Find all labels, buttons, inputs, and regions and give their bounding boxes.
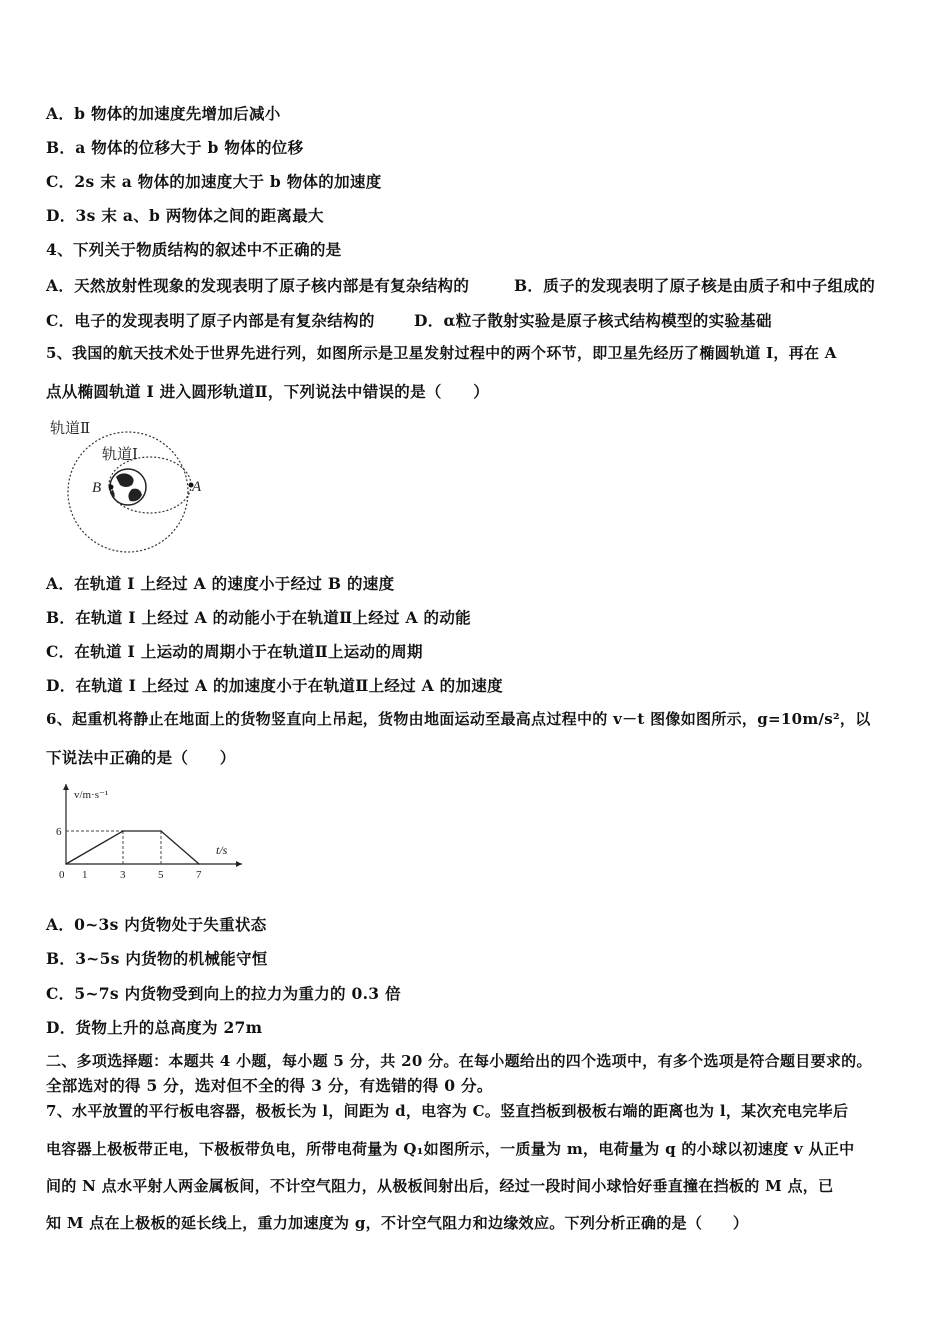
earth-icon [110,469,146,505]
q4-option-d: D．α粒子散射实验是原子核式结构模型的实验基础 [414,311,772,330]
x-tick-label: 3 [120,869,126,880]
section-2-heading: 二、多项选择题：本题共 4 小题，每小题 5 分，共 20 分。在每小题给出的四个选项中，有多个选项是符合题目要求的。 [46,1052,872,1070]
point-b-dot [109,485,114,490]
q6-option-c: C．5~7s 内货物受到向上的拉力为重力的 0.3 倍 [46,984,401,1003]
x-axis-arrow-icon [236,861,242,867]
q3-option-d: D．3s 末 a、b 两物体之间的距离最大 [46,206,324,225]
vt-chart [46,780,246,880]
q5-option-a: A．在轨道 I 上经过 A 的速度小于经过 B 的速度 [46,574,395,593]
q6-option-d: D．货物上升的总高度为 27m [46,1018,263,1037]
q5-stem-line-1: 5、我国的航天技术处于世界先进行列，如图所示是卫星发射过程中的两个环节，即卫星先经历了椭圆轨道 I，再在 A [46,344,837,362]
point-b-label: B [92,480,102,496]
q4-stem: 4、下列关于物质结构的叙述中不正确的是 [46,240,342,259]
q5-option-b: B．在轨道 I 上经过 A 的动能小于在轨道Ⅱ上经过 A 的动能 [46,608,471,627]
y-tick-label: 6 [56,826,62,838]
q5-option-d: D．在轨道 I 上经过 A 的加速度小于在轨道Ⅱ上经过 A 的加速度 [46,676,503,695]
q4-option-a: A．天然放射性现象的发现表明了原子核内部是有复杂结构的 [46,276,470,295]
q7-line-3: 间的 N 点水平射人两金属板间，不计空气阻力，从极板间射出后，经过一段时间小球恰好垂直撞在挡板的 M 点，已 [46,1177,834,1195]
point-a-label: A [192,479,202,495]
orbit-figure [46,415,206,555]
y-axis-arrow-icon [63,784,69,790]
vt-point [122,830,124,832]
q7-line-2: 电容器上极板带正电，下极板带负电，所带电荷量为 Q₁如图所示，一质量为 m，电荷量为 q 的小球以初速度 v 从正中 [46,1140,855,1158]
y-axis-label: v/m·s⁻¹ [74,789,109,801]
x-tick-label: 1 [82,869,88,880]
orbit-1-label: 轨道Ⅰ [102,447,138,463]
q5-stem-line-2: 点从椭圆轨道 I 进入圆形轨道Ⅱ，下列说法中错误的是（ ） [46,382,490,401]
q6-stem-line-1: 6、起重机将静止在地面上的货物竖直向上吊起，货物由地面运动至最高点过程中的 v－t 图像如图所示，g=10m/s²，以 [46,710,871,728]
q3-option-b: B．a 物体的位移大于 b 物体的位移 [46,138,304,157]
x-tick-label: 7 [196,869,202,880]
q6-stem-line-2: 下说法中正确的是（ ） [46,748,236,767]
q7-line-1: 7、水平放置的平行板电容器，极板长为 l，间距为 d，电容为 C。竖直挡板到极板右端的距离也为 l，某次充电完毕后 [46,1102,849,1120]
x-tick-label: 5 [158,869,164,880]
vt-point [160,830,162,832]
q5-option-c: C．在轨道 I 上运动的周期小于在轨道Ⅱ上运动的周期 [46,642,423,661]
vt-ticks [56,826,202,880]
vt-point [198,863,200,865]
x-axis-label: t/s [216,843,228,857]
vt-line [66,831,199,864]
vt-series [65,830,200,865]
q4-option-c: C．电子的发现表明了原子内部是有复杂结构的 [46,311,375,330]
q6-option-a: A．0~3s 内货物处于失重状态 [46,915,267,934]
orbit-2-label: 轨道Ⅱ [50,421,91,437]
x-tick-label: 0 [59,869,65,880]
vt-point [65,863,67,865]
q4-option-b: B．质子的发现表明了原子核是由质子和中子组成的 [514,276,876,295]
q7-line-4: 知 M 点在上极板的延长线上，重力加速度为 g，不计空气阻力和边缘效应。下列分析正确的是（ ） [46,1214,749,1232]
q3-option-c: C．2s 末 a 物体的加速度大于 b 物体的加速度 [46,172,382,191]
q6-option-b: B．3~5s 内货物的机械能守恒 [46,949,268,968]
q3-option-a: A．b 物体的加速度先增加后减小 [46,104,281,123]
section-2-scoring: 全部选对的得 5 分，选对但不全的得 3 分，有选错的得 0 分。 [46,1076,493,1095]
